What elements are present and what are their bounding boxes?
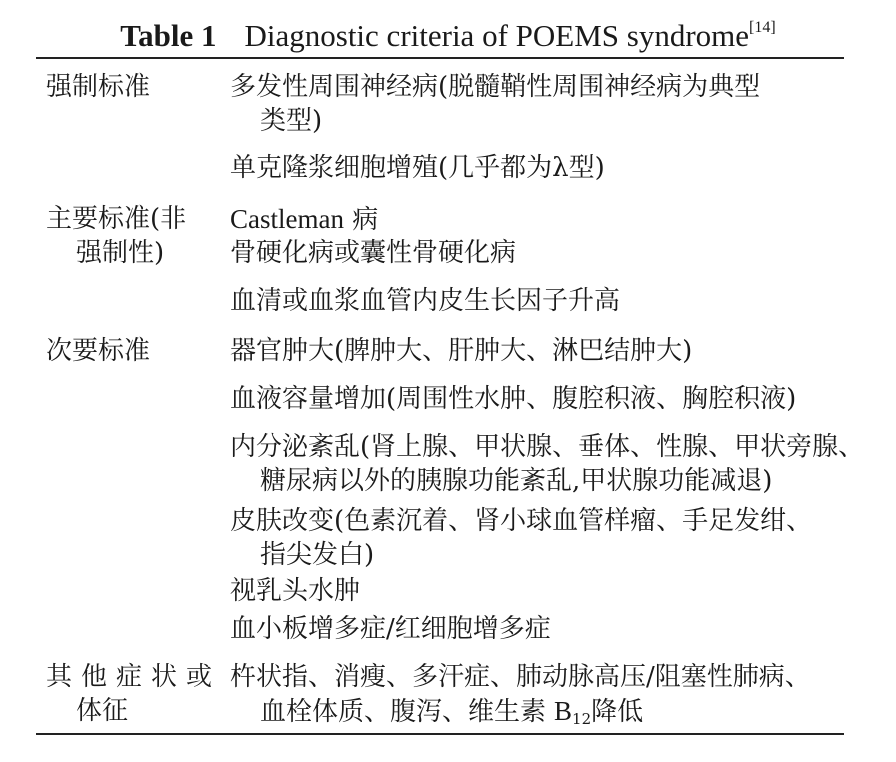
- table-title: Diagnostic criteria of POEMS syndrome: [244, 18, 750, 53]
- category-other: 其他症状或 体征: [46, 662, 222, 726]
- criterion-item: 血小板增多症/红细胞增多症: [230, 614, 551, 644]
- table-bottom-rule: [36, 733, 844, 735]
- criterion-item: 皮肤改变(色素沉着、肾小球血管样瘤、手足发绀、 指尖发白): [230, 506, 813, 570]
- criterion-item: 视乳头水肿: [230, 576, 361, 606]
- table-top-rule: [36, 57, 844, 59]
- criterion-item: 多发性周围神经病(脱髓鞘性周围神经病为典型 类型): [230, 72, 761, 136]
- criterion-item: 单克隆浆细胞增殖(几乎都为λ型): [230, 153, 605, 183]
- criterion-item: 杵状指、消瘦、多汗症、肺动脉高压/阻塞性肺病、 血栓体质、腹泻、维生素 $B_{12}$降低: [230, 662, 811, 728]
- criterion-item: 器官肿大(脾肿大、肝肿大、淋巴结肿大): [230, 336, 693, 366]
- criterion-item: 血液容量增加(周围性水肿、腹腔积液、胸腔积液): [230, 384, 797, 414]
- category-minor: 次要标准: [46, 336, 151, 366]
- criterion-item: 内分泌紊乱(肾上腺、甲状腺、垂体、性腺、甲状旁腺、 糖尿病以外的胰腺功能紊乱,甲状腺功能减退): [230, 432, 865, 496]
- category-mandatory: 强制标准: [46, 72, 151, 102]
- table-label: Table 1: [120, 18, 217, 53]
- criterion-item: 骨硬化病或囊性骨硬化病: [230, 238, 517, 268]
- category-major: 主要标准(非 强制性): [46, 204, 187, 268]
- criterion-item: 血清或血浆血管内皮生长因子升高: [230, 286, 621, 316]
- reference-marker: [14]: [749, 19, 776, 36]
- criterion-item: Castleman 病: [230, 204, 379, 235]
- table-caption: [0, 8, 896, 56]
